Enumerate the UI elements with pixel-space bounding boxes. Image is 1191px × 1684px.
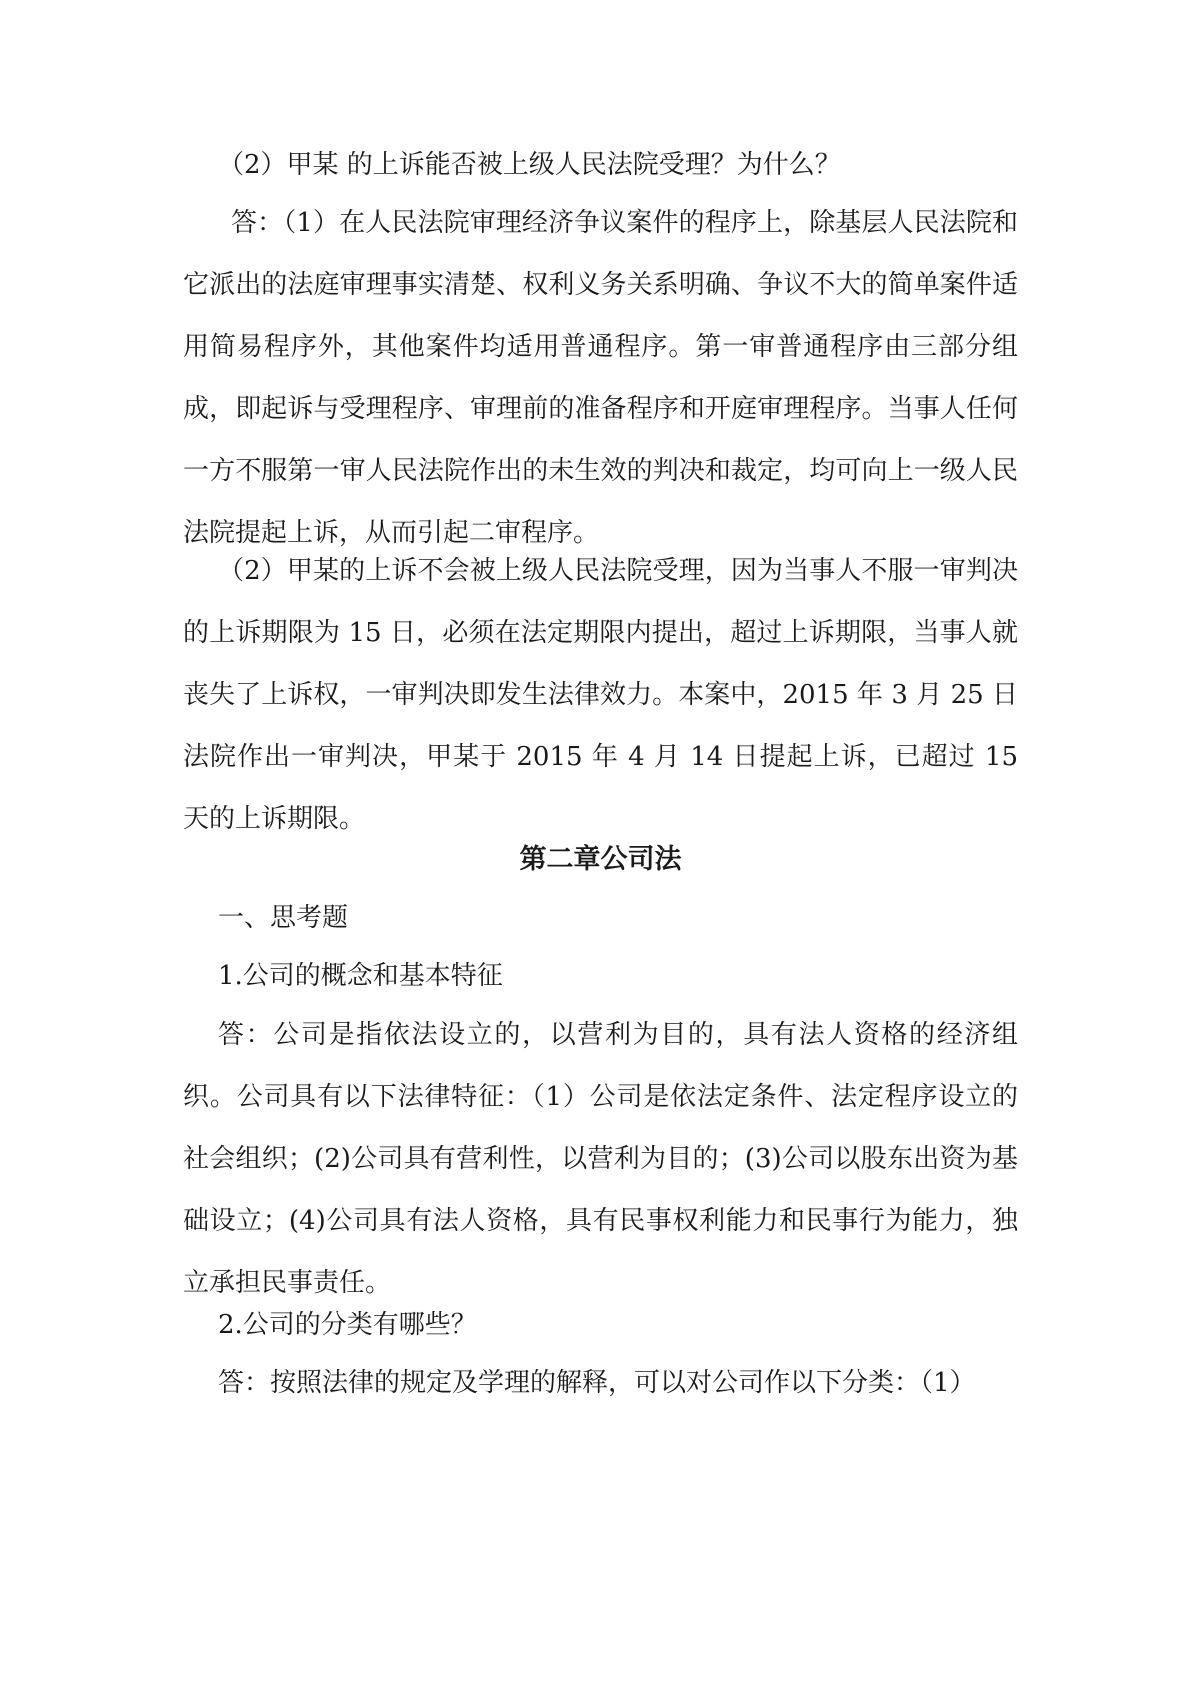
chapter-heading: 第二章公司法 (519, 844, 682, 875)
answer-1-company-paragraph: 答：公司是指依法设立的，以营利为目的，具有法人资格的经济组织。公司具有以下法律特征：（1）公司是依法定条件、法定程序设立的社会组织；(2)公司具有营利性，以营利为目的；(3)公司以股东出资为基础设立；(4)公司具有法人资格，具有民事权利能力和民事行为能力，独立承担民事责任。 (183, 1020, 1018, 1298)
question-2-paragraph: （2）甲某 的上诉能否被上级人民法院受理？为什么？ (218, 150, 841, 180)
question-1-title: 1.公司的概念和基本特征 (218, 961, 503, 991)
section-heading: 一、思考题 (218, 903, 349, 933)
answer-1-paragraph: 答：（1）在人民法院审理经济争议案件的程序上，除基层人民法院和它派出的法庭审理事实清楚、权利义务关系明确、争议不大的简单案件适用简易程序外，其他案件均适用普通程序。第一审普通程序由三部分组成，即起诉与受理程序、审理前的准备程序和开庭审理程序。当事人任何一方不服第一审人民法院作出的未生效的判决和裁定，均可向上一级人民法院提起上诉，从而引起二审程序。 (183, 208, 1018, 548)
answer-2-paragraph: （2）甲某的上诉不会被上级人民法院受理，因为当事人不服一审判决的上诉期限为 15 日，必须在法定期限内提出，超过上诉期限，当事人就丧失了上诉权，一审判决即发生法律效力。本案中，2015 年 3 月 25 日法院作出一审判决，甲某于 2015 年 4 月 14 日提起上诉，已超过 15 天的上诉期限。 (183, 556, 1018, 834)
answer-2-company-paragraph: 答：按照法律的规定及学理的解释，可以对公司作以下分类：（1） (218, 1368, 976, 1398)
question-2-title: 2.公司的分类有哪些？ (218, 1310, 477, 1340)
